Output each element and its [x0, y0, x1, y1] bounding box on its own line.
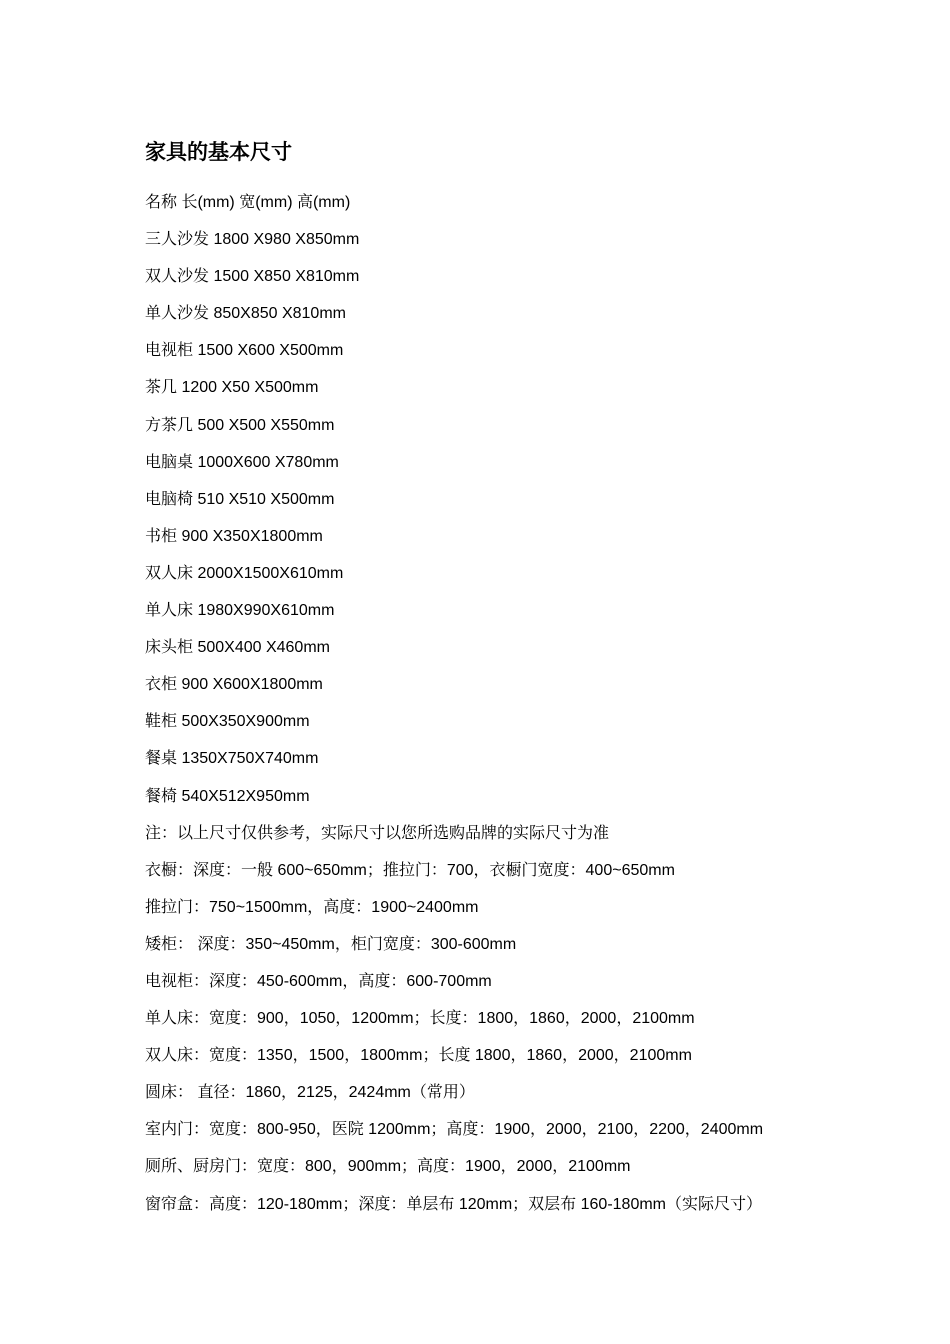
text-line: 单人沙发 850X850 X810mm [145, 305, 346, 323]
text-line: 单人床：宽度：900，1050，1200mm；长度：1800，1860，2000，2100mm [145, 1010, 695, 1028]
document-page [145, 0, 925, 1344]
text-line: 茶几 1200 X50 X500mm [145, 379, 319, 397]
text-line: 书柜 900 X350X1800mm [145, 527, 323, 545]
text-line: 衣柜 900 X600X1800mm [145, 676, 323, 694]
text-line: 窗帘盒：高度：120-180mm；深度：单层布 120mm；双层布 160-180mm（实际尺寸） [145, 1195, 762, 1213]
document-title: 家具的基本尺寸 [145, 140, 292, 164]
text-line: 推拉门：750~1500mm，高度：1900~2400mm [145, 898, 479, 916]
text-line: 电脑椅 510 X510 X500mm [145, 490, 335, 508]
text-line: 三人沙发 1800 X980 X850mm [145, 231, 360, 249]
text-line: 电视柜：深度：450-600mm，高度：600-700mm [145, 972, 492, 990]
text-line: 厕所、厨房门：宽度：800，900mm；高度：1900，2000，2100mm [145, 1158, 631, 1176]
text-line: 衣橱：深度：一般 600~650mm；推拉门：700，衣橱门宽度：400~650mm [145, 861, 675, 879]
text-line: 鞋柜 500X350X900mm [145, 713, 310, 731]
text-line: 床头柜 500X400 X460mm [145, 639, 330, 657]
text-line: 餐椅 540X512X950mm [145, 787, 310, 805]
document-body [145, 188, 925, 1227]
text-line: 名称 长(mm) 宽(mm) 高(mm) [145, 194, 351, 211]
text-line: 矮柜： 深度：350~450mm，柜门宽度：300-600mm [145, 935, 517, 953]
text-line: 室内门：宽度：800-950，医院 1200mm；高度：1900，2000，2100，2200，2400mm [145, 1121, 764, 1139]
text-line: 电脑桌 1000X600 X780mm [145, 453, 339, 471]
text-line: 双人沙发 1500 X850 X810mm [145, 268, 360, 286]
text-line: 单人床 1980X990X610mm [145, 602, 335, 620]
text-line: 方茶几 500 X500 X550mm [145, 416, 335, 434]
text-line: 双人床 2000X1500X610mm [145, 564, 344, 582]
text-line: 双人床：宽度：1350，1500，1800mm；长度 1800，1860，2000，2100mm [145, 1047, 692, 1065]
text-line: 电视柜 1500 X600 X500mm [145, 342, 344, 360]
text-line: 注：以上尺寸仅供参考，实际尺寸以您所选购品牌的实际尺寸为准 [145, 824, 610, 842]
text-line: 圆床： 直径：1860，2125，2424mm（常用） [145, 1084, 475, 1102]
text-line: 餐桌 1350X750X740mm [145, 750, 319, 768]
